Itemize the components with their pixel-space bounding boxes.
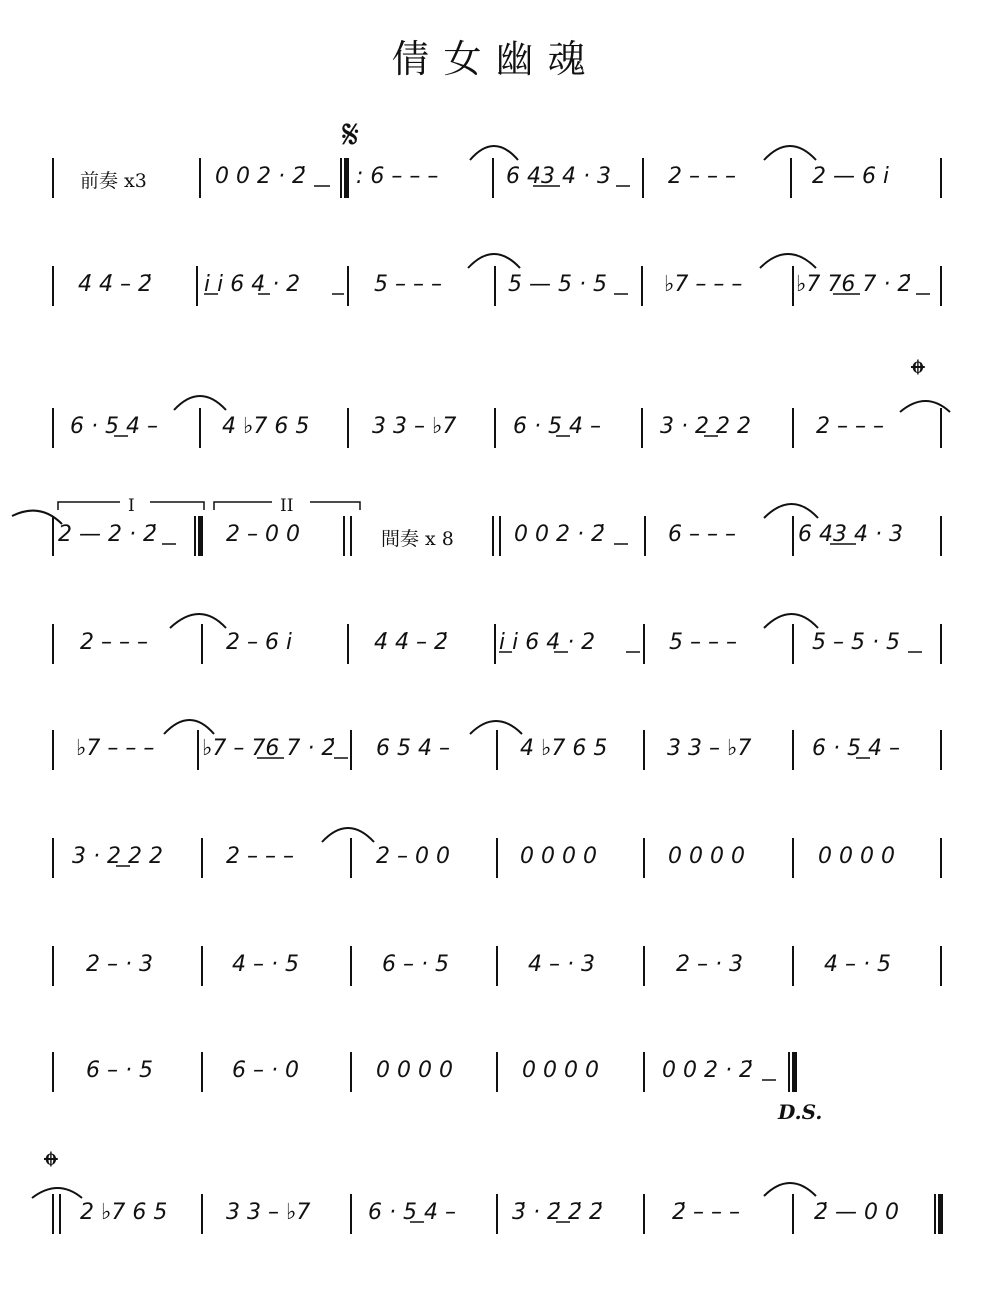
measure: 6 – · 5 (86, 1058, 153, 1083)
tie-mark (764, 504, 818, 518)
tie-mark (764, 614, 818, 628)
volta-1-label: I (128, 496, 135, 516)
measure: 4 – · 3 (528, 952, 595, 977)
tie-mark (12, 511, 62, 524)
measure: 0 0 2 · 2̇ (514, 522, 605, 547)
volta-bracket-2 (214, 502, 360, 510)
measure: ♭7 – 76 7 · 2̇ (202, 736, 336, 761)
tie-mark (174, 396, 226, 410)
measure: 3 3 – ♭7 (667, 736, 752, 761)
measure: 3 · 2 2 2 (72, 844, 163, 869)
measure: 2 – – – (816, 414, 884, 439)
measure: 4 – · 5 (824, 952, 891, 977)
measure: 6 · 5 4 – (513, 414, 601, 439)
tie-mark (470, 146, 518, 160)
coda-icon: 𝄌 (44, 1144, 58, 1190)
volta-2-label: II (280, 496, 294, 516)
tie-mark (164, 720, 214, 734)
measure: 4 ♭7 6 5 (520, 736, 608, 761)
measure: 6 5 4 – (376, 736, 450, 761)
measure: i̇ i̇ 6 4 · 2 (499, 630, 596, 655)
measure: 2 – – – (80, 630, 148, 655)
tie-mark (322, 828, 374, 842)
measure: 4 ♭7 6 5 (222, 414, 310, 439)
measure: 2 – 0 0 (226, 522, 300, 547)
measure: 3 · 2 2 2 (660, 414, 751, 439)
measure: 3 3 – ♭7 (226, 1200, 311, 1225)
measure: 6 – · 5 (382, 952, 449, 977)
measure: 2 – 0 0 (376, 844, 450, 869)
measure: 2 – · 3 (676, 952, 743, 977)
measure: 2̇ — 0 0 (814, 1200, 899, 1225)
measure: : 6 – – – (356, 164, 439, 189)
page-title: 倩女幽魂 (391, 37, 600, 81)
tie-mark (470, 721, 522, 734)
coda-icon: 𝄌 (911, 352, 925, 398)
dal-segno-mark: D.S. (778, 1100, 823, 1124)
measure: 6 · 5 4 – (812, 736, 900, 761)
measure: 5 – 5 · 5 (812, 630, 900, 655)
tie-mark (760, 254, 816, 268)
measure: 0 0 0 0 (668, 844, 745, 869)
measure: 4 – · 5 (232, 952, 299, 977)
measure: 2 ♭7 6 5 (80, 1200, 168, 1225)
measure: 0 0 2 · 2̇ (662, 1058, 753, 1083)
measure: ♭7 – – – (664, 272, 743, 297)
measure: 2 – – – (226, 844, 294, 869)
measure: 5 – – – (669, 630, 737, 655)
measure: 0 0 2 · 2̇ (215, 164, 306, 189)
measure: 6 43 4 · 3 (506, 164, 611, 189)
measure: 6 · 5 4 – (70, 414, 158, 439)
measure: 2 – · 3 (86, 952, 153, 977)
segno-icon: 𝄋 (342, 112, 360, 158)
measure: 0 0 0 0 (376, 1058, 453, 1083)
measure: 6 43 4 · 3 (798, 522, 903, 547)
tie-mark (900, 401, 950, 412)
measure: 0 0 0 0 (520, 844, 597, 869)
measure: 6 · 5 4 – (368, 1200, 456, 1225)
measure: 2 — 6 i̇ (812, 164, 890, 189)
tie-mark (764, 146, 816, 160)
measure: 3 3 – ♭7 (372, 414, 457, 439)
measure: 0 0 0 0 (818, 844, 895, 869)
measure: 2 – – – (668, 164, 736, 189)
intro-label: 前奏 x3 (80, 170, 147, 192)
volta-bracket-1 (58, 502, 204, 510)
measure: 0 0 0 0 (522, 1058, 599, 1083)
tie-mark (468, 254, 520, 268)
measure: 2 – 6 i̇ (226, 630, 293, 655)
measure: 5 – – – (374, 272, 442, 297)
measure: 5 — 5 · 5 (508, 272, 607, 297)
measure: 3̇ · 2̇ 2̇ 2̇ (512, 1200, 603, 1225)
measure: 4̇ 4̇ – 2̇ (78, 272, 152, 297)
measure: 6 – · 0 (232, 1058, 299, 1083)
measure: i̇ i̇ 6 4 · 2 (204, 272, 301, 297)
measure: ♭7 – – – (76, 736, 155, 761)
tie-mark (32, 1188, 82, 1198)
measure: 2̇ – – – (672, 1200, 740, 1225)
measure: 4̇ 4̇ – 2̇ (374, 630, 448, 655)
interlude-label: 間奏 x 8 (381, 528, 454, 550)
tie-mark (170, 614, 226, 628)
tie-mark (764, 1183, 816, 1196)
measure: 2 — 2 · 2̇ (58, 522, 157, 547)
measure: ♭7 76 7 · 2̇ (796, 272, 912, 297)
measure: 6 – – – (668, 522, 736, 547)
